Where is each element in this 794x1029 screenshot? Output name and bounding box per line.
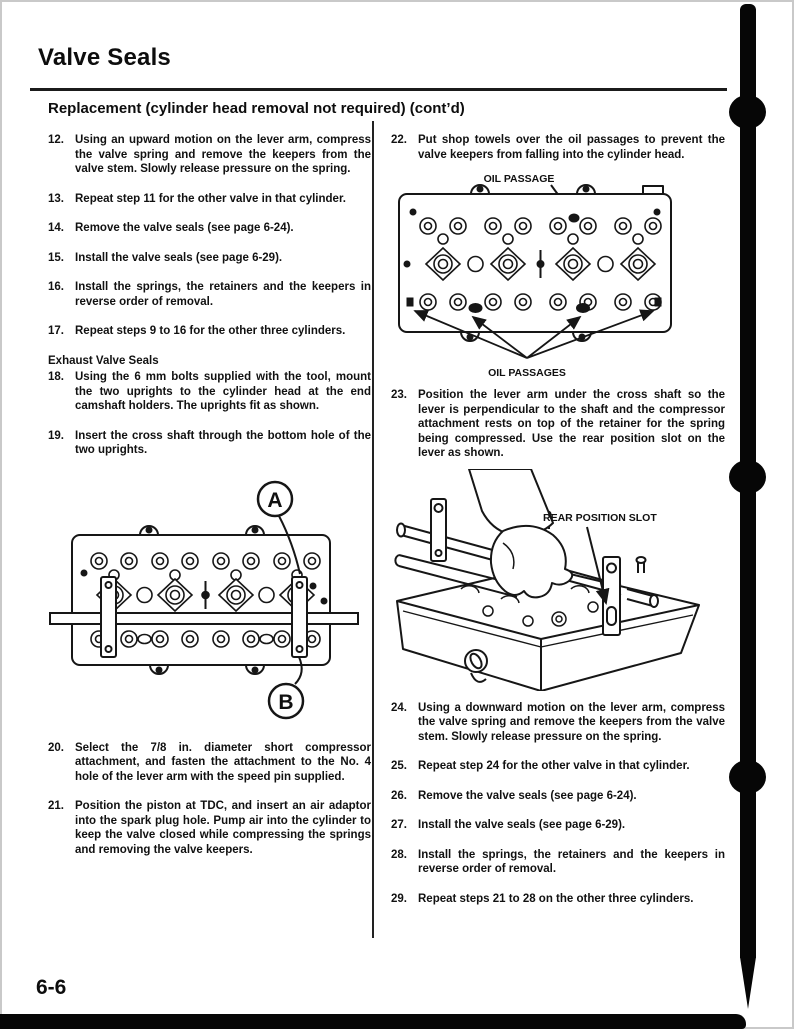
step-text: Install the valve seals (see page 6-29).	[418, 819, 626, 831]
step-20	[48, 741, 371, 785]
figure-lever-arm	[391, 469, 725, 691]
step-number: 28.	[391, 848, 407, 861]
step-16	[48, 280, 371, 309]
step-13	[48, 192, 371, 207]
cylinder-head-uprights-illustration	[48, 473, 360, 725]
page-number: 6-6	[36, 976, 67, 999]
subheading-exhaust-valve-seals: Exhaust Valve Seals	[48, 354, 159, 367]
callout-a-label: A	[267, 488, 283, 512]
binding-edge-tip	[740, 957, 756, 1009]
step-text: Insert the cross shaft through the bottom hole of the two uprights.	[75, 429, 371, 456]
step-number: 26.	[391, 789, 407, 802]
step-text: Select the 7/8 in. diameter short compressor attachment, and fasten the attachment to the No. 4 hole of the lever arm with the speed pin supplied.	[75, 741, 371, 783]
figure-cylinder-head-uprights	[48, 473, 371, 725]
step-21	[48, 799, 371, 857]
column-divider	[372, 121, 374, 938]
step-number: 17.	[48, 325, 64, 337]
step-24	[391, 701, 725, 745]
step-text: Using the 6 mm bolts supplied with the tool, mount the two uprights to the cylinder head at the end camshaft holders. The uprights fit as shown.	[75, 371, 371, 412]
step-text: Position the lever arm under the cross shaft so the lever is perpendicular to the shaft and the compressor attachment rests on top of the retainer for the spring being compressed. Use the rear position slot on the lever as shown.	[418, 389, 725, 459]
binding-blob	[729, 760, 766, 794]
lever-arm-illustration	[391, 469, 706, 691]
step-28	[391, 848, 725, 877]
step-text: Install the valve seals (see page 6-29).	[75, 251, 283, 264]
step-text: Repeat step 24 for the other valve in that cylinder.	[418, 760, 690, 772]
right-column	[391, 133, 725, 921]
oil-passage-top-label: OIL PASSAGE	[483, 173, 555, 185]
oil-passages-bottom-label: OIL PASSAGES	[488, 367, 566, 379]
step-29	[391, 892, 725, 907]
step-23	[391, 388, 725, 461]
step-text: Install the springs, the retainers and the keepers in reverse order of removal.	[75, 281, 371, 308]
step-text: Repeat steps 9 to 16 for the other three cylinders.	[75, 325, 346, 337]
step-12	[48, 133, 371, 177]
step-text: Install the springs, the retainers and the keepers in reverse order of removal.	[418, 848, 725, 875]
step-number: 21.	[48, 800, 64, 812]
step-text: Using a downward motion on the lever arm, compress the valve spring and remove the keepers from the valve stem. Slowly release pressure on the spring.	[418, 701, 725, 743]
step-19	[48, 429, 371, 458]
step-27	[391, 818, 725, 833]
step-25	[391, 759, 725, 774]
step-number: 15.	[48, 251, 64, 264]
step-17	[48, 324, 371, 339]
step-text: Remove the valve seals (see page 6-24).	[75, 222, 294, 234]
oil-passages-illustration	[391, 170, 691, 382]
section-heading: Replacement (cylinder head removal not required) (cont’d)	[48, 100, 465, 117]
step-14	[48, 221, 371, 236]
page-title: Valve Seals	[38, 44, 171, 71]
step-26	[391, 789, 725, 804]
figure-oil-passages	[391, 170, 725, 382]
step-number: 20.	[48, 741, 64, 754]
step-text: Put shop towels over the oil passages to prevent the valve keepers from falling into the cylinder head.	[418, 134, 725, 161]
step-15	[48, 251, 371, 266]
step-text: Repeat step 11 for the other valve in that cylinder.	[75, 192, 346, 205]
step-text: Position the piston at TDC, and insert an air adaptor into the spark plug hole. Pump air into the cylinder to keep the valve closed while compressing the springs and removing the valve keepers.	[75, 800, 371, 856]
bottom-scan-bar	[0, 1014, 746, 1029]
step-number: 18.	[48, 371, 64, 383]
step-number: 25.	[391, 760, 407, 772]
step-number: 22.	[391, 134, 407, 146]
step-text: Remove the valve seals (see page 6-24).	[418, 789, 637, 802]
rear-position-slot-label: REAR POSITION SLOT	[543, 511, 657, 524]
binding-blob	[729, 95, 766, 129]
step-number: 29.	[391, 892, 407, 905]
step-number: 23.	[391, 389, 407, 401]
step-number: 13.	[48, 192, 64, 205]
step-number: 14.	[48, 222, 64, 234]
step-22	[391, 133, 725, 162]
step-number: 12.	[48, 134, 64, 146]
step-number: 24.	[391, 701, 407, 714]
step-number: 27.	[391, 819, 407, 831]
callout-b-label: B	[278, 690, 294, 714]
step-18	[48, 370, 371, 414]
step-text: Repeat steps 21 to 28 on the other three cylinders.	[418, 892, 694, 905]
binding-blob	[729, 460, 766, 494]
step-number: 19.	[48, 429, 64, 442]
title-rule	[30, 88, 727, 91]
step-number: 16.	[48, 281, 64, 293]
step-text: Using an upward motion on the lever arm, compress the valve spring and remove the keepers from the valve stem. Slowly release pressure on the spring.	[75, 134, 371, 175]
left-column	[48, 133, 371, 872]
